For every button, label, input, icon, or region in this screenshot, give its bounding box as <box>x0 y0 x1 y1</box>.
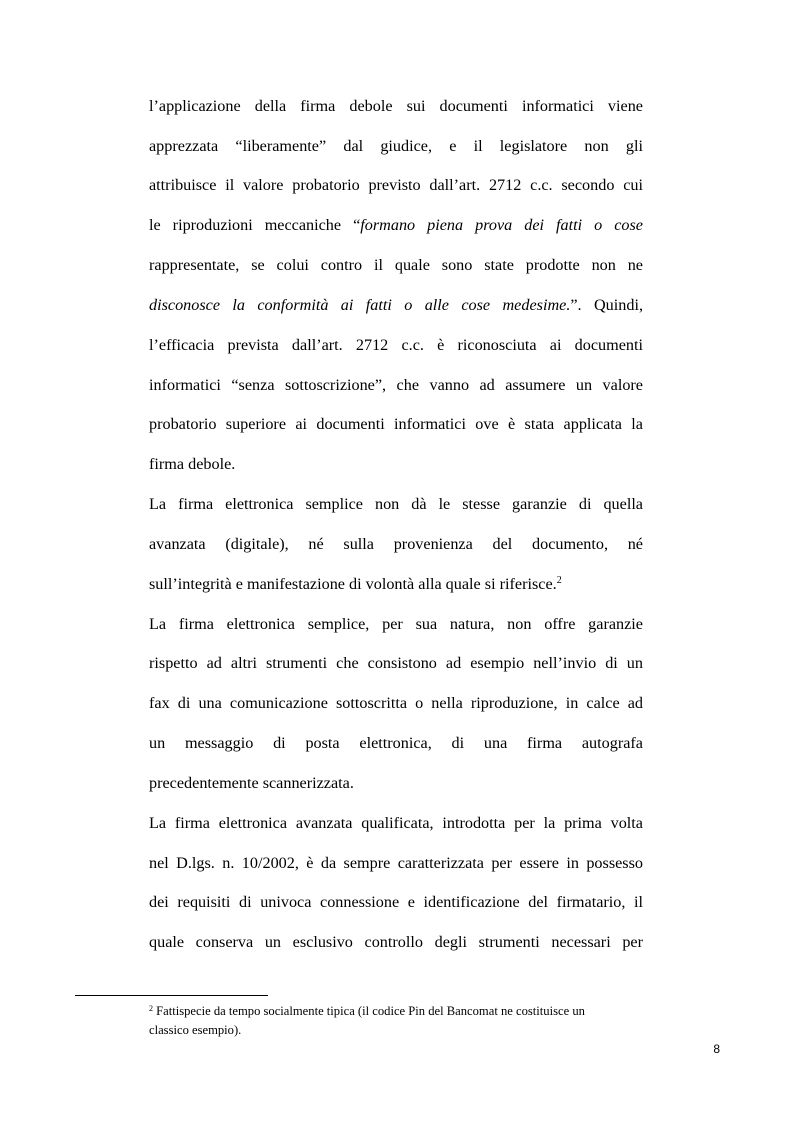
body-line: probatorio superiore ai documenti informatici ove è stata applicata la <box>149 415 643 433</box>
footnote-text-continued: classico esempio). <box>149 1023 242 1037</box>
body-line: quale conserva un esclusivo controllo degli strumenti necessari per <box>149 933 643 951</box>
body-line: attribuisce il valore probatorio previsto dall’art. 2712 c.c. secondo cui <box>149 176 643 194</box>
body-line: La firma elettronica semplice non dà le stesse garanzie di quella <box>149 495 643 513</box>
footnote-separator <box>75 995 268 996</box>
body-line: le riproduzioni meccaniche “formano piena prova dei fatti o cose <box>149 216 643 234</box>
body-line: avanzata (digitale), né sulla provenienza del documento, né <box>149 535 643 553</box>
body-line: dei requisiti di univoca connessione e identificazione del firmatario, il <box>149 893 643 911</box>
body-line: apprezzata “liberamente” dal giudice, e il legislatore non gli <box>149 137 643 155</box>
body-line: sull’integrità e manifestazione di volontà alla quale si riferisce.$^2$ <box>149 575 562 593</box>
body-line: precedentemente scannerizzata. <box>149 774 354 792</box>
body-line: informatici “senza sottoscrizione”, che vanno ad assumere un valore <box>149 376 643 394</box>
body-line: firma debole. <box>149 455 236 473</box>
body-line: La firma elettronica avanzata qualificata, introdotta per la prima volta <box>149 814 643 832</box>
footnote-marker: 2 <box>149 1004 153 1013</box>
page-number: 8 <box>713 1042 720 1056</box>
body-line: rispetto ad altri strumenti che consistono ad esempio nell’invio di un <box>149 654 643 672</box>
footnote-reference[interactable]: 2 <box>556 575 562 586</box>
body-line: rappresentate, se colui contro il quale sono state prodotte non ne <box>149 256 643 274</box>
footnote-text: $^2$ Fattispecie da tempo socialmente tipica (il codice Pin del Bancomat ne costituisce un <box>149 1004 585 1018</box>
body-line: nel D.lgs. n. 10/2002, è da sempre caratterizzata per essere in possesso <box>149 854 643 872</box>
body-line: disconosce la conformità ai fatti o alle cose medesime.”. Quindi, <box>149 296 643 314</box>
body-line: un messaggio di posta elettronica, di una firma autografa <box>149 734 643 752</box>
body-line: La firma elettronica semplice, per sua natura, non offre garanzie <box>149 615 643 633</box>
body-line: l’efficacia prevista dall’art. 2712 c.c. è riconosciuta ai documenti <box>149 336 643 354</box>
body-line: fax di una comunicazione sottoscritta o nella riproduzione, in calce ad <box>149 694 643 712</box>
body-line: l’applicazione della firma debole sui documenti informatici viene <box>149 97 643 115</box>
